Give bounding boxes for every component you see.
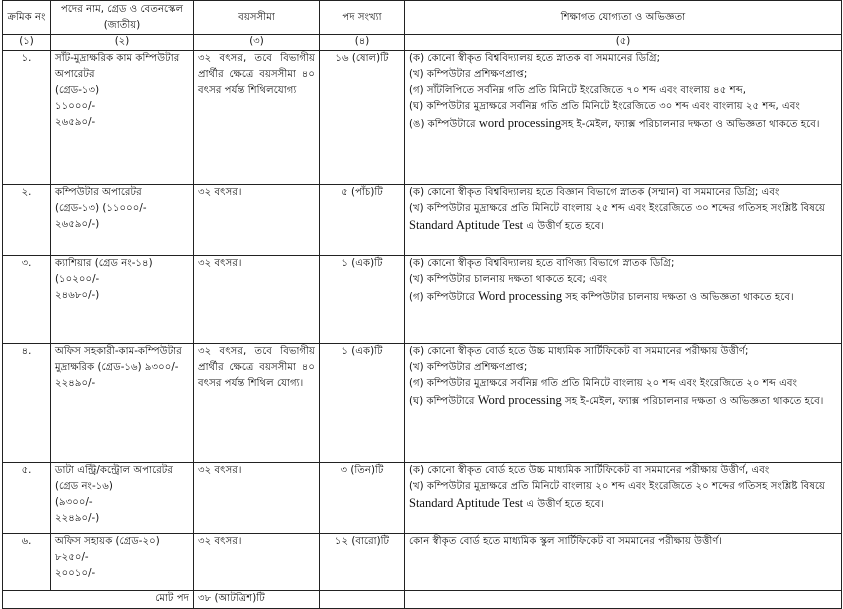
post-line: অফিস সহায়ক (গ্রেড-২০) (55, 536, 160, 547)
qualification-item: (ঘ) কম্পিউটারে Word processing সহ ই-মেইল, ফ্যাক্স পরিচালনার দক্ষতা ও অভিজ্ঞতা থাকতে হবে। (409, 393, 824, 407)
row-serial: ৪. (3, 344, 51, 463)
qualification-item: (ক) কোনো স্বীকৃত বিশ্ববিদ্যালয় হতে স্নাতক বা সমমানের ডিগ্রি; (409, 53, 661, 64)
post-line: (৯৩০০/- (55, 497, 93, 508)
qualification-item: (ঘ) কম্পিউটার মুদ্রাক্ষরে সর্বনিম্ন গতি প্রতি মিনিটে ইংরেজিতে ৩০ শব্দ এবং বাংলায় ২৫ শব্দ, এবং (409, 101, 800, 112)
qualification-item: (খ) কম্পিউটার মুদ্রাক্ষরে প্রতি মিনিটে বাংলায় ২৫ শব্দ এবং ইংরেজিতে ৩০ শব্দের গতিসহ সংশ্লিষ্ট বিষয়ে Standard Aptitude Test এ উত্তীর্ণ হতে হবে। (409, 203, 826, 232)
post-count-cell: ১২ (বারো)টি (320, 534, 405, 591)
column-number: (৫) (405, 35, 842, 51)
post-name-cell (51, 344, 194, 463)
header-post-name: পদের নাম, গ্রেড ও বেতনস্কেল (জাতীয়) (51, 1, 194, 35)
post-line: ২২৪৯০/-) (55, 513, 100, 524)
table-header-row (3, 1, 842, 35)
latin-text: word processing (478, 116, 562, 130)
post-line: ২০০১০/- (55, 568, 96, 579)
qualification-item: (খ) কম্পিউটার প্রশিক্ষণপ্রাপ্ত; (409, 362, 528, 373)
post-line: সাঁট-মুদ্রাক্ষরিক কাম কম্পিউটার অপারেটর (55, 53, 180, 80)
post-line: ৮২৫০/- (55, 552, 89, 563)
column-number: (১) (3, 35, 51, 51)
post-line: (১০২০০/- (55, 274, 100, 285)
age-limit-cell: ৩২ বৎসর। (194, 185, 320, 256)
row-serial: ৫. (3, 463, 51, 534)
total-row (3, 591, 842, 609)
qualification-item: (ক) কোনো স্বীকৃত বোর্ড হতে উচ্চ মাধ্যমিক সার্টিফিকেট বা সমমানের পরীক্ষায় উত্তীর্ণ; (409, 346, 749, 357)
age-limit-cell: ৩২ বৎসর, তবে বিভাগীয় প্রার্থীর ক্ষেত্রে বয়সসীমা ৪০ বৎসর পর্যন্ত শিথিলযোগ্য (194, 51, 320, 185)
row-serial: ১. (3, 51, 51, 185)
table-row (3, 51, 842, 185)
column-number: (২) (51, 35, 194, 51)
qualification-cell (405, 256, 842, 344)
post-line: কম্পিউটার অপারেটর (গ্রেড-১৩) (১১০০০/- (55, 187, 147, 214)
qualification-cell (405, 463, 842, 534)
qualification-item: (গ) কম্পিউটার মুদ্রাক্ষরে সর্বনিম্ন গতি প্রতি মিনিটে বাংলায় ২০ শব্দ এবং ইংরেজিতে ২০ শব্দ এবং (409, 378, 797, 389)
column-number: (৩) (194, 35, 320, 51)
post-line: ১১০০০/- (55, 101, 96, 112)
age-limit-cell: ৩২ বৎসর, তবে বিভাগীয় প্রার্থীর ক্ষেত্রে বয়সসীমা ৪০ বৎসর পর্যন্ত শিথিল যোগ্য। (194, 344, 320, 463)
qualification-item: (গ) কম্পিউটারে Word processing সহ কম্পিউটার চালনায় দক্ষতা ও অভিজ্ঞতা থাকতে হবে। (409, 289, 794, 303)
post-name-cell (51, 185, 194, 256)
qualification-item: কোন স্বীকৃত বোর্ড হতে মাধ্যমিক স্কুল সার্টিফিকেট বা সমমানের পরীক্ষায় উত্তীর্ণ। (409, 536, 723, 547)
qualification-item: (খ) কম্পিউটার প্রশিক্ষণপ্রাপ্ত; (409, 69, 528, 80)
latin-text: Word processing (477, 393, 562, 407)
table-row (3, 256, 842, 344)
post-name-cell (51, 463, 194, 534)
latin-text: Word processing (478, 289, 563, 303)
table-row (3, 463, 842, 534)
post-line: ২৪৬৮০/-) (55, 290, 100, 301)
age-limit-cell: ৩২ বৎসর। (194, 463, 320, 534)
job-circular-table (2, 0, 842, 609)
qualification-item: (খ) কম্পিউটার মুদ্রাক্ষরে প্রতি মিনিটে বাংলায় ২০ শব্দ এবং ইংরেজিতে ২০ শব্দের গতিসহ সংশ্লিষ্ট বিষয়ে Standard Aptitude Test এ উত্তীর্ণ হতে হবে। (409, 481, 826, 510)
row-serial: ৬. (3, 534, 51, 591)
post-line: ২২৪৯০/- (55, 378, 96, 389)
qualification-cell (405, 185, 842, 256)
header-age-limit: বয়সসীমা (194, 1, 320, 35)
header-serial: ক্রমিক নং (3, 1, 51, 35)
row-serial: ৩. (3, 256, 51, 344)
row-serial: ২. (3, 185, 51, 256)
age-limit-cell: ৩২ বৎসর। (194, 534, 320, 591)
qualification-item: (ঙ) কম্পিউটারে word processingসহ ই-মেইল, ফ্যাক্স পরিচালনার দক্ষতা ও অভিজ্ঞতা থাকতে হবে। (409, 116, 820, 130)
header-qualification: শিক্ষাগত যোগ্যতা ও অভিজ্ঞতা (405, 1, 842, 35)
column-number-row (3, 35, 842, 51)
post-name-cell (51, 256, 194, 344)
total-empty (405, 591, 842, 609)
post-count-cell: ১ (এক)টি (320, 256, 405, 344)
qualification-cell (405, 51, 842, 185)
post-line: (গ্রেড-১৩) (55, 85, 100, 96)
total-spacer (3, 591, 51, 609)
table-row (3, 185, 842, 256)
qualification-cell (405, 344, 842, 463)
qualification-item: (ক) কোনো স্বীকৃত বিশ্ববিদ্যালয় হতে বাণিজ্য বিভাগে স্নাতক ডিগ্রি; (409, 258, 675, 269)
qualification-cell (405, 534, 842, 591)
post-line: অফিস সহকারী-কাম-কম্পিউটার মুদ্রাক্ষরিক (গ্রেড-১৬) ৯৩০০/- (55, 346, 182, 373)
post-count-cell: ৩ (তিন)টি (320, 463, 405, 534)
latin-text: Standard Aptitude Test (409, 218, 524, 232)
table-row (3, 344, 842, 463)
total-empty (320, 591, 405, 609)
header-post-count: পদ সংখ্যা (320, 1, 405, 35)
qualification-item: (গ) সাঁটলিপিতে সর্বনিম্ন গতি প্রতি মিনিটে ইংরেজিতে ৭০ শব্দ এবং বাংলায় ৪৫ শব্দ, (409, 85, 747, 96)
post-count-cell: ১ (এক)টি (320, 344, 405, 463)
post-line: ২৬৫৯০/- (55, 117, 96, 128)
post-count-cell: ১৬ (ষোল)টি (320, 51, 405, 185)
qualification-item: (খ) কম্পিউটার চালনায় দক্ষতা থাকতে হবে; এবং (409, 274, 608, 285)
latin-text: Standard Aptitude Test (409, 496, 524, 510)
table-row (3, 534, 842, 591)
post-name-cell (51, 534, 194, 591)
post-count-cell: ৫ (পাঁচ)টি (320, 185, 405, 256)
total-value: ৩৮ (আটত্রিশ)টি (194, 591, 320, 609)
post-name-cell (51, 51, 194, 185)
total-label: মোট পদ (51, 591, 194, 609)
qualification-item: (ক) কোনো স্বীকৃত বিশ্ববিদ্যালয় হতে বিজ্ঞান বিভাগে স্নাতক (সম্মান) বা সমমানের ডিগ্রি; এবং (409, 187, 780, 198)
post-line: ডাটা এন্ট্রি/কন্ট্রোল অপারেটর (গ্রেড নং-১৬) (55, 465, 173, 492)
column-number: (৪) (320, 35, 405, 51)
post-line: ২৬৫৯০/-) (55, 219, 100, 230)
post-line: ক্যাশিয়ার (গ্রেড নং-১৪) (55, 258, 153, 269)
age-limit-cell: ৩২ বৎসর। (194, 256, 320, 344)
qualification-item: (ক) কোনো স্বীকৃত বোর্ড হতে উচ্চ মাধ্যমিক সার্টিফিকেট বা সমমানের পরীক্ষায় উত্তীর্ণ, এবং (409, 465, 770, 476)
